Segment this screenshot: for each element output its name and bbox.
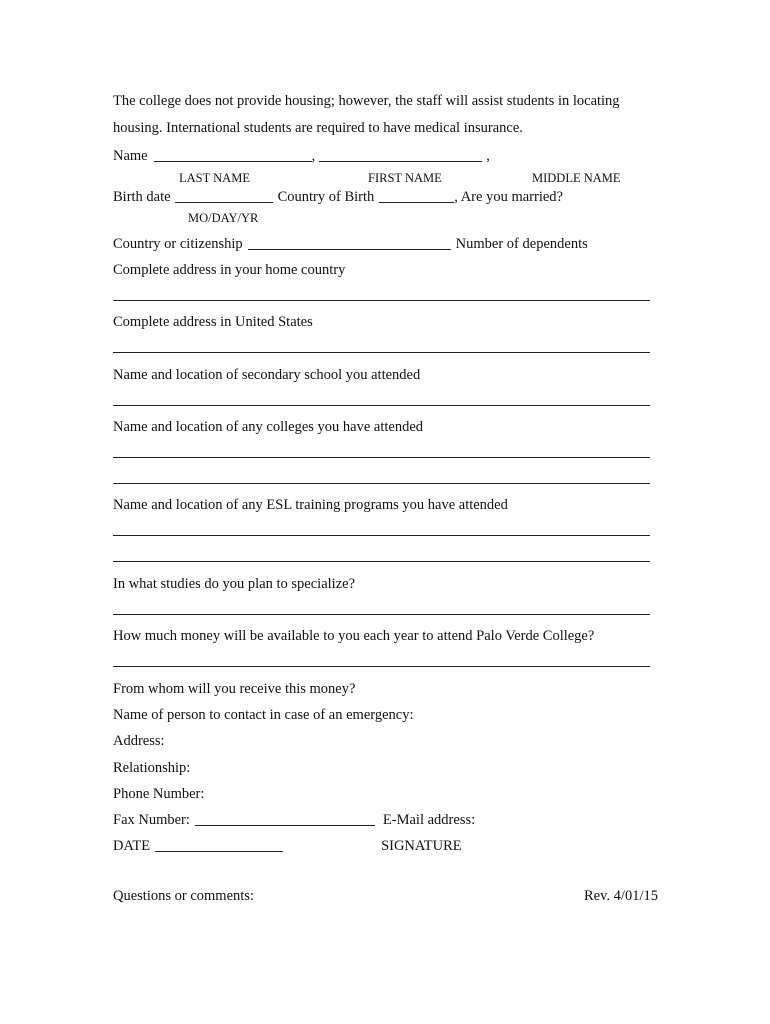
money-row [113, 625, 650, 645]
email-label: E-Mail address: [382, 812, 476, 828]
colleges-line-3[interactable] [113, 483, 650, 484]
studies-line-2[interactable] [113, 614, 650, 615]
date-row [113, 835, 650, 855]
studies-label: In what studies do you plan to specialize? [113, 576, 356, 592]
birth-date-label: Birth date [113, 189, 171, 205]
questions-label: Questions or comments: [113, 888, 254, 904]
signature-label: SIGNATURE [381, 838, 462, 854]
secondary-school-row [113, 364, 650, 384]
middle-name-caption: MIDDLE NAME [532, 171, 621, 185]
money-label: How much money will be available to you each year to attend Palo Verde College? [113, 628, 595, 644]
secondary-school-label: Name and location of secondary school you attended [113, 367, 421, 383]
country-of-birth-label: Country of Birth [277, 189, 375, 205]
home-address-label: Complete address in your home country [113, 262, 346, 278]
date-label: DATE [113, 838, 151, 854]
first-name-field[interactable] [319, 161, 482, 162]
colleges-label: Name and location of any colleges you have attended [113, 419, 424, 435]
fax-label: Fax Number: [113, 812, 190, 828]
date-field[interactable] [155, 851, 283, 852]
emergency-label: Name of person to contact in case of an emergency: [113, 707, 414, 723]
fax-field[interactable] [195, 825, 375, 826]
intro-line-1: The college does not provide housing; however, the staff will assist students in locating [113, 93, 620, 109]
home-address-row [113, 259, 650, 279]
address-row [113, 730, 650, 750]
relationship-row [113, 757, 650, 777]
home-address-line-2[interactable] [113, 300, 650, 301]
emergency-row [113, 704, 650, 724]
us-address-line-2[interactable] [113, 352, 650, 353]
birth-row [113, 186, 650, 206]
first-name-caption: FIRST NAME [368, 171, 442, 185]
studies-row [113, 573, 650, 593]
esl-line-3[interactable] [113, 561, 650, 562]
us-address-row [113, 311, 650, 331]
name-separator: , [486, 148, 490, 164]
name-row [113, 145, 650, 165]
colleges-row [113, 416, 650, 436]
birth-date-caption: MO/DAY/YR [188, 211, 259, 225]
esl-row [113, 494, 650, 514]
address-label: Address: [113, 733, 165, 749]
colleges-line-2[interactable] [113, 457, 650, 458]
us-address-label: Complete address in United States [113, 314, 313, 330]
phone-row [113, 783, 650, 803]
country-of-birth-field[interactable] [379, 202, 454, 203]
intro-line-2: housing. International students are required to have medical insurance. [113, 120, 523, 136]
secondary-school-line-2[interactable] [113, 405, 650, 406]
money-source-label: From whom will you receive this money? [113, 681, 356, 697]
citizenship-row [113, 233, 650, 253]
phone-label: Phone Number: [113, 786, 205, 802]
name-label: Name [113, 148, 148, 164]
esl-line-2[interactable] [113, 535, 650, 536]
name-separator: , [311, 148, 316, 164]
citizenship-field[interactable] [248, 249, 451, 250]
money-line-2[interactable] [113, 666, 650, 667]
money-source-row [113, 678, 650, 698]
citizenship-label: Country or citizenship [113, 236, 243, 252]
last-name-caption: LAST NAME [179, 171, 250, 185]
fax-row [113, 809, 650, 829]
revision-label: Rev. 4/01/15 [584, 888, 658, 904]
birth-date-field[interactable] [175, 202, 273, 203]
relationship-label: Relationship: [113, 760, 191, 776]
married-label: , Are you married? [454, 189, 563, 205]
dependents-label: Number of dependents [455, 236, 588, 252]
esl-label: Name and location of any ESL training programs you have attended [113, 497, 508, 513]
last-name-field[interactable] [154, 161, 312, 162]
